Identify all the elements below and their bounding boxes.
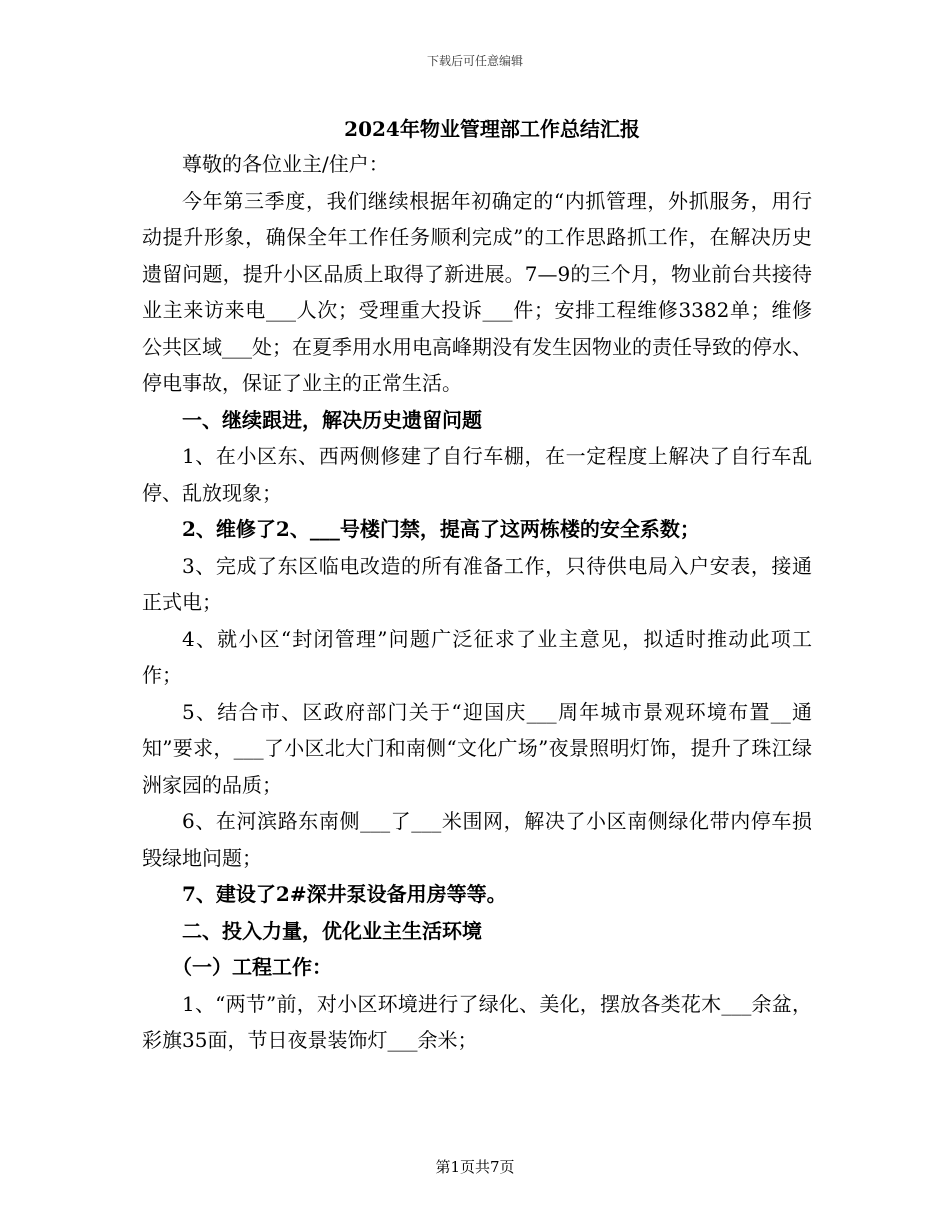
section-1-item-2: 2、维修了2、___号楼门禁，提高了这两栋楼的安全系数； xyxy=(182,517,700,541)
section-1-item-1: 1、在小区东、西两侧修建了自行车棚，在一定程度上解决了自行车乱停、乱放现象； xyxy=(142,444,812,505)
salutation: 尊敬的各位业主/住户： xyxy=(182,152,389,176)
section-1-item-3: 3、完成了东区临电改造的所有准备工作，只待供电局入户安表，接通正式电； xyxy=(142,553,812,614)
section-1-item-6: 6、在河滨路东南侧___了___米围网，解决了小区南侧绿化带内停车损毁绿地问题； xyxy=(142,809,812,870)
section-1-heading: 一、继续跟进，解决历史遗留问题 xyxy=(182,407,482,432)
document-body xyxy=(142,112,812,1059)
page-footer: 第1页共7页 xyxy=(435,1158,515,1176)
section-1-item-4: 4、就小区“封闭管理”问题广泛征求了业主意见，拟适时推动此项工作； xyxy=(142,626,812,687)
section-2-item-1: 1、“两节”前，对小区环境进行了绿化、美化，摆放各类花木___余盆，彩旗35面，节日夜景装饰灯___余米； xyxy=(142,991,812,1052)
section-1-item-7: 7、建设了2#深井泵设备用房等等。 xyxy=(182,882,507,906)
section-1-item-5: 5、结合市、区政府部门关于“迎国庆___周年城市景观环境布置__通知”要求，___了小区北大门和南侧“文化广场”夜景照明灯饰，提升了珠江绿洲家园的品质； xyxy=(142,699,812,797)
document-title: 2024年物业管理部工作总结汇报 xyxy=(344,117,640,141)
section-2-subheading: （一）工程工作： xyxy=(172,955,332,979)
page-header: 下载后可任意编辑 xyxy=(426,54,523,68)
section-2-heading: 二、投入力量，优化业主生活环境 xyxy=(182,918,482,943)
intro-paragraph: 今年第三季度，我们继续根据年初确定的“内抓管理，外抓服务，用行动提升形象，确保全年工作任务顺利完成”的工作思路抓工作，在解决历史遗留问题，提升小区品质上取得了新进展。7—9的三个月，物业前台共接待业主来访来电___人次；受理重大投诉___件；安排工程维修3382单；维修公共区域___处；在夏季用水用电高峰期没有发生因物业的责任导致的停水、停电事故，保证了业主的正常生活。 xyxy=(142,188,812,395)
